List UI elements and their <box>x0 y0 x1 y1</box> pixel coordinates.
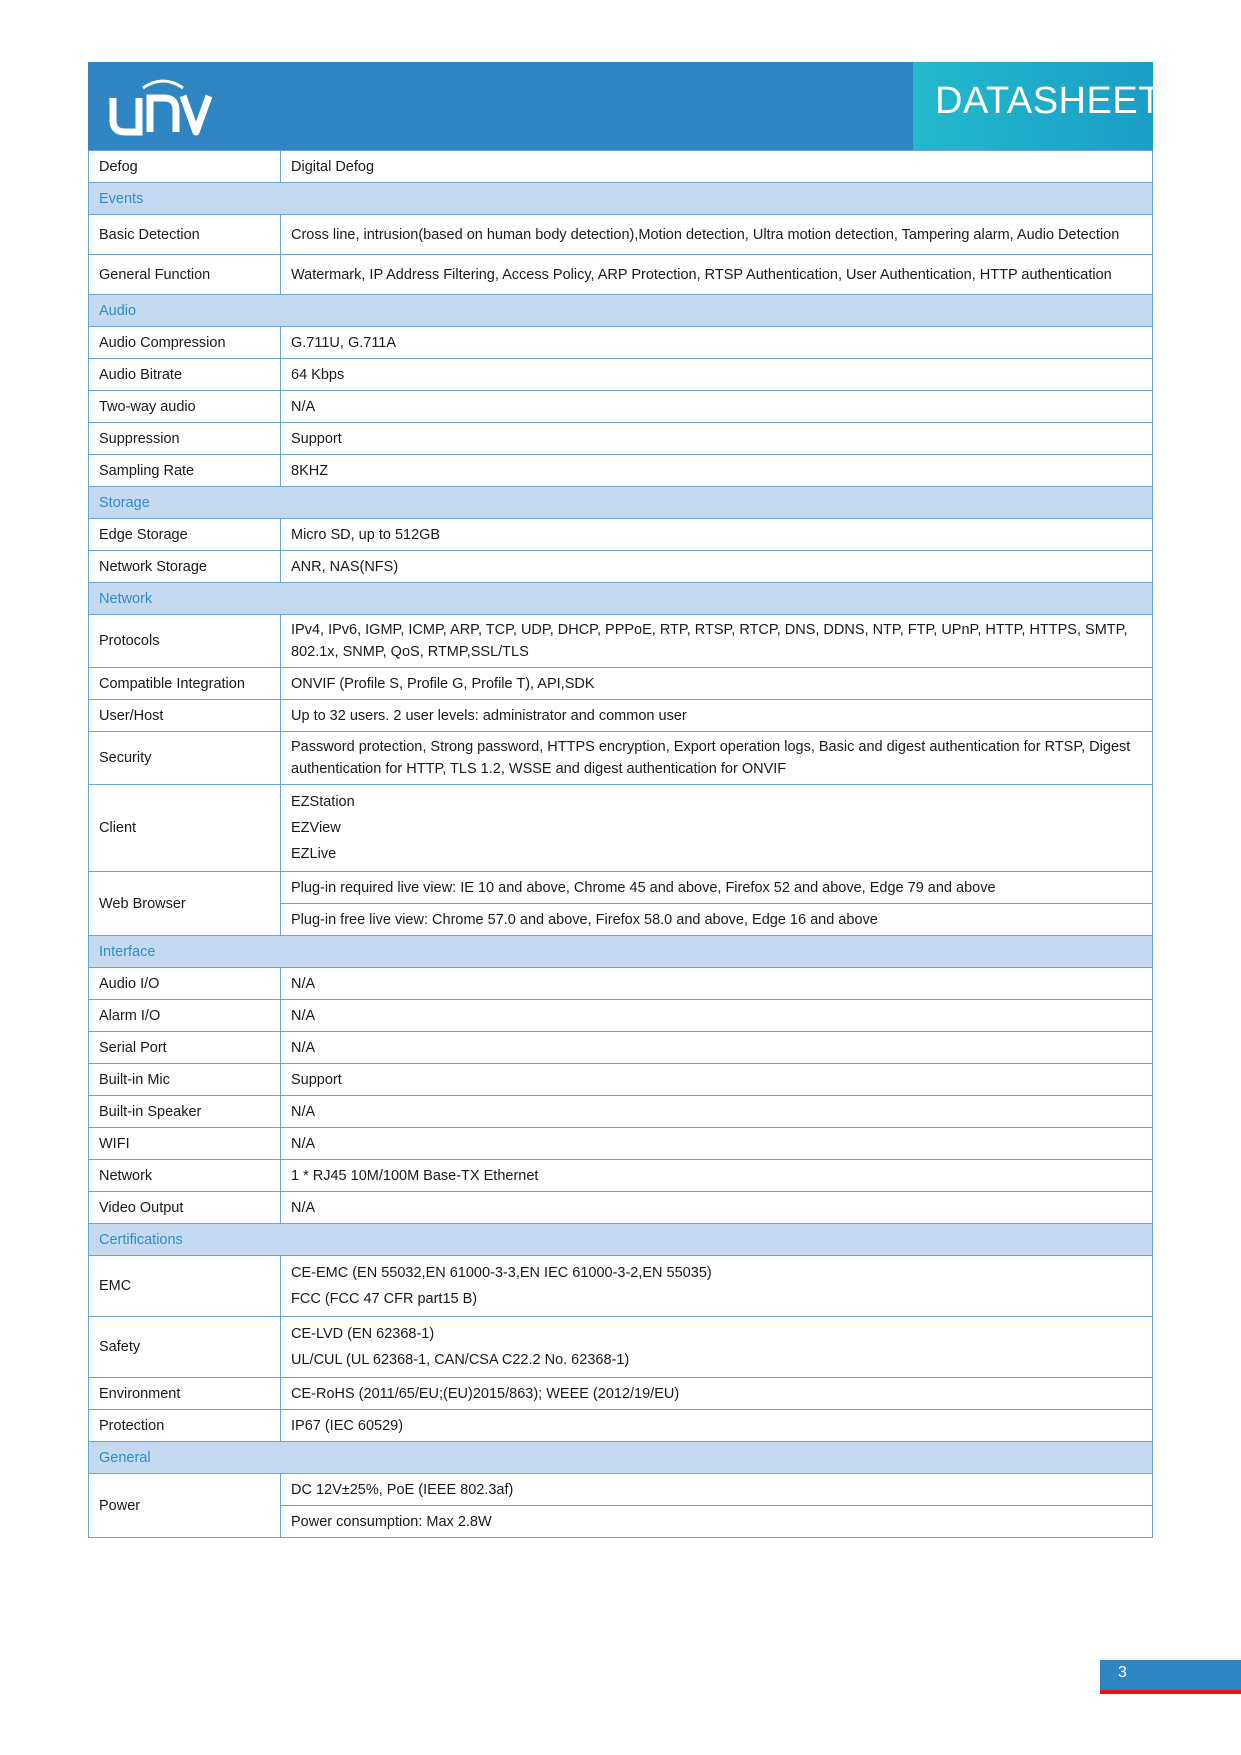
unv-logo-icon <box>105 76 215 140</box>
spec-value: Support <box>281 1064 1153 1096</box>
spec-value: N/A <box>281 1192 1153 1224</box>
spec-value: IPv4, IPv6, IGMP, ICMP, ARP, TCP, UDP, DHCP, PPPoE, RTP, RTSP, RTCP, DNS, DDNS, NTP, FTP, UPnP, HTTP, HTTPS, SMTP, 802.1x, SNMP, QoS, RTMP,SSL/TLS <box>281 615 1153 668</box>
spec-row <box>89 391 1153 423</box>
spec-row <box>89 1160 1153 1192</box>
spec-value: N/A <box>281 391 1153 423</box>
spec-label: Protocols <box>89 615 281 668</box>
spec-value: DC 12V±25%, PoE (IEEE 802.3af) <box>281 1474 1153 1506</box>
spec-value-line: EZLive <box>291 846 337 862</box>
spec-row <box>89 151 1153 183</box>
spec-value-line: UL/CUL (UL 62368-1, CAN/CSA C22.2 No. 62368-1) <box>291 1352 630 1368</box>
section-title: Certifications <box>89 1224 1153 1256</box>
spec-value: Digital Defog <box>281 151 1153 183</box>
spec-label: User/Host <box>89 700 281 732</box>
section-title: Network <box>89 583 1153 615</box>
section-header-row <box>89 295 1153 327</box>
spec-label: Security <box>89 732 281 785</box>
spec-row <box>89 215 1153 255</box>
spec-label: Serial Port <box>89 1032 281 1064</box>
spec-value: 8KHZ <box>281 455 1153 487</box>
spec-value: Plug-in free live view: Chrome 57.0 and above, Firefox 58.0 and above, Edge 16 and above <box>281 904 1153 936</box>
spec-value: ANR, NAS(NFS) <box>281 551 1153 583</box>
section-header-row <box>89 1224 1153 1256</box>
spec-row <box>89 1096 1153 1128</box>
spec-row <box>89 1256 1153 1317</box>
section-header-row <box>89 487 1153 519</box>
section-title: Events <box>89 183 1153 215</box>
spec-value: Support <box>281 423 1153 455</box>
section-header-row <box>89 583 1153 615</box>
spec-label: Compatible Integration <box>89 668 281 700</box>
spec-label: Alarm I/O <box>89 1000 281 1032</box>
spec-value: N/A <box>281 968 1153 1000</box>
spec-row <box>89 615 1153 668</box>
spec-value-line: EZView <box>291 820 341 836</box>
spec-value: ONVIF (Profile S, Profile G, Profile T), API,SDK <box>281 668 1153 700</box>
section-title: Audio <box>89 295 1153 327</box>
spec-table <box>88 150 1153 1538</box>
spec-row <box>89 1410 1153 1442</box>
spec-label: Audio Bitrate <box>89 359 281 391</box>
spec-row <box>89 1317 1153 1378</box>
spec-label: Two-way audio <box>89 391 281 423</box>
spec-value: Cross line, intrusion(based on human body detection),Motion detection, Ultra motion detection, Tampering alarm, Audio Detection <box>281 215 1153 255</box>
spec-row <box>89 968 1153 1000</box>
datasheet-title: DATASHEET <box>935 80 1162 122</box>
datasheet-header <box>88 62 1162 151</box>
spec-value-line: EZStation <box>291 794 355 810</box>
spec-row <box>89 872 1153 904</box>
spec-value-line: FCC (FCC 47 CFR part15 B) <box>291 1291 478 1307</box>
spec-label: Built-in Mic <box>89 1064 281 1096</box>
spec-label: Video Output <box>89 1192 281 1224</box>
spec-row <box>89 732 1153 785</box>
spec-row <box>89 1064 1153 1096</box>
spec-value-cell <box>281 785 1153 872</box>
spec-label: Environment <box>89 1378 281 1410</box>
spec-row <box>89 785 1153 872</box>
spec-value: Power consumption: Max 2.8W <box>281 1506 1153 1538</box>
spec-label: Defog <box>89 151 281 183</box>
section-title: Storage <box>89 487 1153 519</box>
spec-label: WIFI <box>89 1128 281 1160</box>
spec-label: Power <box>89 1474 281 1538</box>
section-header-row <box>89 1442 1153 1474</box>
spec-label: Web Browser <box>89 872 281 936</box>
section-header-row <box>89 936 1153 968</box>
spec-label: Audio Compression <box>89 327 281 359</box>
spec-label: Suppression <box>89 423 281 455</box>
spec-value: Micro SD, up to 512GB <box>281 519 1153 551</box>
spec-label: Client <box>89 785 281 872</box>
spec-value: CE-RoHS (2011/65/EU;(EU)2015/863); WEEE (2012/19/EU) <box>281 1378 1153 1410</box>
spec-value: Watermark, IP Address Filtering, Access Policy, ARP Protection, RTSP Authentication, User Authentication, HTTP authentication <box>281 255 1153 295</box>
spec-value: Password protection, Strong password, HTTPS encryption, Export operation logs, Basic and digest authentication for RTSP, Digest authentication for HTTP, TLS 1.2, WSSE and digest authentication for ONVIF <box>281 732 1153 785</box>
spec-row <box>89 359 1153 391</box>
spec-value: 1 * RJ45 10M/100M Base-TX Ethernet <box>281 1160 1153 1192</box>
section-header-row <box>89 183 1153 215</box>
spec-value: G.711U, G.711A <box>281 327 1153 359</box>
spec-value-line: CE-EMC (EN 55032,EN 61000-3-3,EN IEC 61000-3-2,EN 55035) <box>291 1265 712 1281</box>
spec-label: Audio I/O <box>89 968 281 1000</box>
spec-label: Safety <box>89 1317 281 1378</box>
spec-label: Protection <box>89 1410 281 1442</box>
spec-row <box>89 423 1153 455</box>
spec-row <box>89 1378 1153 1410</box>
spec-label: General Function <box>89 255 281 295</box>
datasheet-title-box <box>913 62 1162 150</box>
page-number: 3 <box>1118 1664 1127 1681</box>
spec-value-cell <box>281 1256 1153 1317</box>
spec-label: Network Storage <box>89 551 281 583</box>
spec-label: EMC <box>89 1256 281 1317</box>
spec-value: N/A <box>281 1000 1153 1032</box>
spec-row <box>89 1474 1153 1506</box>
spec-value: IP67 (IEC 60529) <box>281 1410 1153 1442</box>
spec-row <box>89 519 1153 551</box>
page-number-badge <box>1100 1660 1241 1694</box>
spec-label: Edge Storage <box>89 519 281 551</box>
spec-label: Basic Detection <box>89 215 281 255</box>
spec-row <box>89 455 1153 487</box>
spec-label: Network <box>89 1160 281 1192</box>
spec-row <box>89 668 1153 700</box>
spec-label: Built-in Speaker <box>89 1096 281 1128</box>
spec-row <box>89 1192 1153 1224</box>
spec-row <box>89 327 1153 359</box>
spec-value-line: CE-LVD (EN 62368-1) <box>291 1326 435 1342</box>
spec-value: N/A <box>281 1128 1153 1160</box>
spec-row <box>89 1032 1153 1064</box>
spec-value: N/A <box>281 1032 1153 1064</box>
spec-row <box>89 700 1153 732</box>
section-title: General <box>89 1442 1153 1474</box>
spec-row <box>89 255 1153 295</box>
spec-label: Sampling Rate <box>89 455 281 487</box>
spec-row <box>89 1000 1153 1032</box>
spec-row <box>89 551 1153 583</box>
spec-value: 64 Kbps <box>281 359 1153 391</box>
spec-value: Plug-in required live view: IE 10 and above, Chrome 45 and above, Firefox 52 and above, Edge 79 and above <box>281 872 1153 904</box>
spec-value: N/A <box>281 1096 1153 1128</box>
spec-value-cell <box>281 1317 1153 1378</box>
spec-row <box>89 1128 1153 1160</box>
spec-value: Up to 32 users. 2 user levels: administrator and common user <box>281 700 1153 732</box>
section-title: Interface <box>89 936 1153 968</box>
